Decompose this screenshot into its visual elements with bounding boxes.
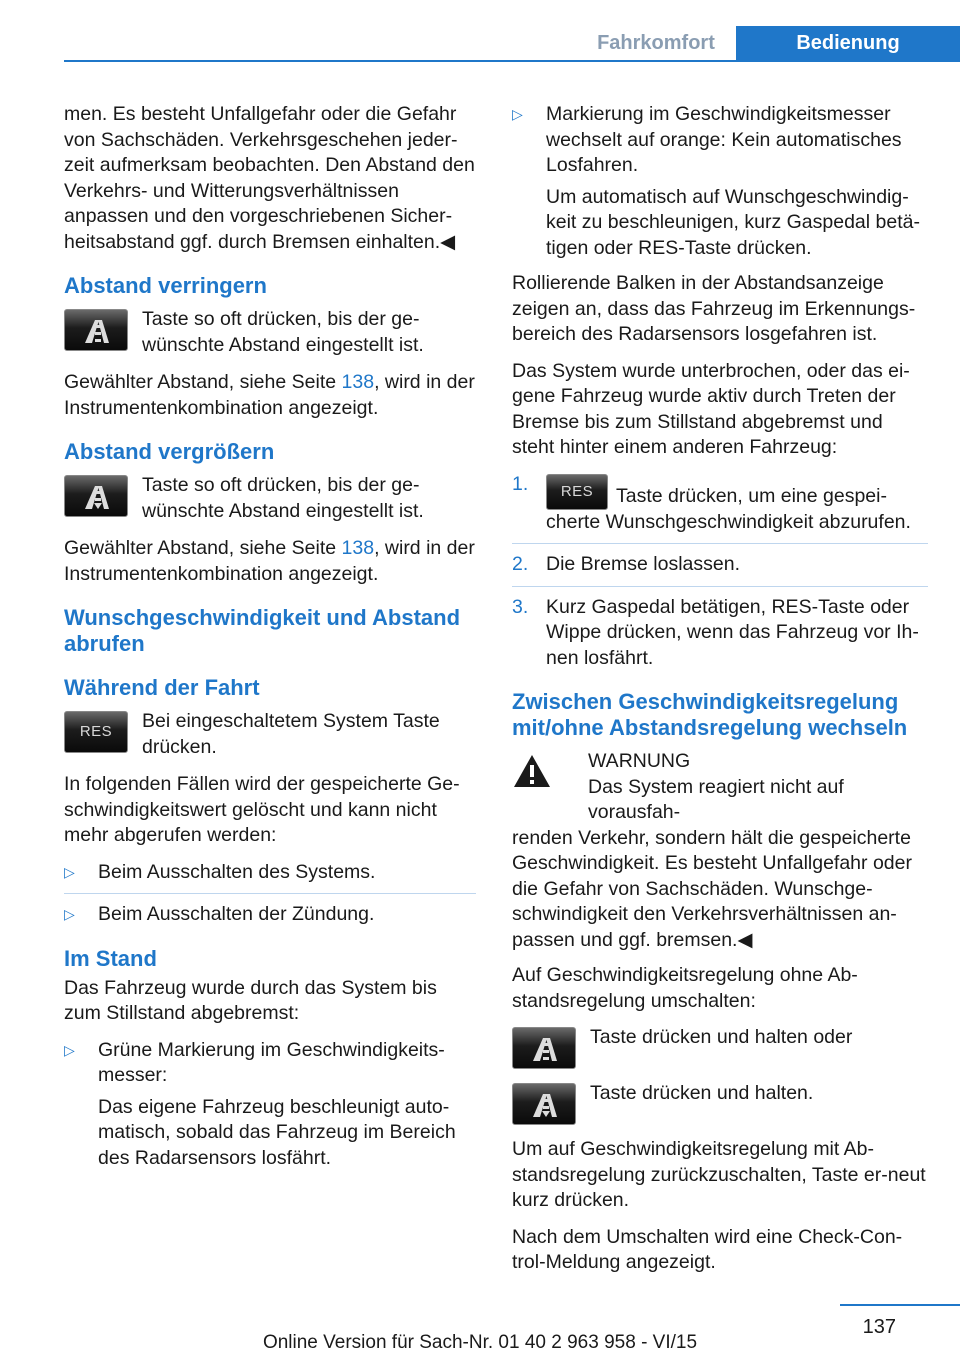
distance-button-icon bbox=[512, 1083, 576, 1125]
warning-body: renden Verkehr, sondern hält die gespeicherte Geschwindigkeit. Es besteht Unfallgefahr oder die Gefahr von Sachschäden. Wunschge‐schwindigkeit den Verkehrsverhältnissen an‐passen und ggf. bremsen.◀ bbox=[512, 826, 912, 951]
right-column bbox=[512, 102, 928, 1287]
umschalten-instruction-2 bbox=[512, 1081, 928, 1125]
warning-title: WARNUNG bbox=[588, 750, 691, 772]
steps-list bbox=[512, 472, 928, 672]
umschalten-paragraph: Auf Geschwindigkeitsregelung ohne Ab‐standsregelung umschalten: bbox=[512, 964, 858, 1012]
stand-list bbox=[64, 1038, 476, 1172]
page-number: 137 bbox=[862, 1316, 896, 1338]
step-item: 2. Die Bremse loslassen. bbox=[512, 553, 740, 575]
verringern-instruction bbox=[64, 307, 476, 358]
step-item: 1. RES Taste drücken, um eine gespei‐cherte Wunschgeschwindigkeit abzurufen. bbox=[512, 472, 911, 533]
unterbrochen-paragraph: Das System wurde unterbrochen, oder das ei‐gene Fahrzeug wurde aktiv durch Treten der Bremse bis zum Stillstand abgebremst und steht hinter einem anderen Fahrzeug: bbox=[512, 359, 910, 458]
verringern-paragraph: Gewählter Abstand, siehe Seite 138, wird in der Instrumentenkombination angezeigt. bbox=[64, 371, 475, 419]
list-item: ▷ Beim Ausschalten der Zündung. bbox=[64, 902, 476, 928]
header-rule bbox=[64, 60, 960, 62]
step-item: 3. Kurz Gaspedal betätigen, RES-Taste oder Wippe drücken, wenn das Fahrzeug vor Ih‐nen losfährt. bbox=[512, 595, 919, 669]
list-divider bbox=[512, 543, 928, 544]
footer-rule bbox=[840, 1304, 960, 1306]
list-item: ▷ Grüne Markierung im Geschwindigkeits‐messer: Das eigene Fahrzeug beschleunigt auto‐matisch, sobald das Fahrzeug im Bereich des Radarsensors losfährt. bbox=[64, 1038, 456, 1169]
heading-wechseln: Zwischen Geschwindigkeitsregelung mit/ohne Abstandsregelung wechseln bbox=[512, 689, 908, 740]
triangle-bullet-icon: ▷ bbox=[64, 863, 75, 880]
zurueck-paragraph: Um auf Geschwindigkeitsregelung mit Ab‐standsregelung zurückzuschalten, Taste er‐neut kurz drücken. bbox=[512, 1138, 926, 1211]
triangle-bullet-icon: ▷ bbox=[64, 1041, 75, 1058]
heading-abrufen: Wunschgeschwindigkeit und Abstand abrufen bbox=[64, 605, 461, 656]
vergroessern-button-text: Taste so oft drücken, bis der ge‐wünschte Abstand eingestellt ist. bbox=[142, 474, 424, 522]
page-link-138[interactable]: 138 bbox=[341, 537, 375, 559]
list-item: ▷ Beim Ausschalten des Systems. bbox=[64, 860, 476, 886]
triangle-bullet-icon: ▷ bbox=[512, 106, 523, 122]
res-button-icon: RES bbox=[64, 711, 128, 753]
list-item: ▷ Markierung im Geschwindigkeitsmesser wechselt auf orange: Kein automatisches Losfahren. Um automatisch auf Wunschgeschwindig‐keit zu beschleunigen, kurz Gaspedal betä‐tigen oder RES-Taste drücken. bbox=[512, 103, 920, 259]
list-divider bbox=[512, 586, 928, 587]
fahrt-button-text: Bei eingeschaltetem System Taste drücken. bbox=[142, 710, 440, 758]
fahrt-instruction bbox=[64, 709, 476, 760]
list-divider bbox=[64, 893, 476, 894]
tab-fahrkomfort[interactable]: Fahrkomfort bbox=[597, 32, 715, 54]
stand-paragraph: Das Fahrzeug wurde durch das System bis zum Stillstand abgebremst: bbox=[64, 976, 437, 1024]
warning-line1: Das System reagiert nicht auf vorausfah‐ bbox=[588, 775, 844, 823]
tab-bedienung[interactable]: Bedienung bbox=[736, 26, 960, 62]
warning-block bbox=[512, 749, 928, 953]
warning-triangle-icon bbox=[512, 753, 552, 789]
faelle-paragraph: In folgenden Fällen wird der gespeicherte Ge‐schwindigkeitswert gelöscht und kann nicht mehr abgerufen werden: bbox=[64, 773, 460, 846]
heading-abstand-verringern: Abstand verringern bbox=[64, 273, 267, 298]
page-link-138[interactable]: 138 bbox=[341, 371, 375, 393]
distance-button-icon bbox=[64, 309, 128, 351]
umschalten-button-text-2: Taste drücken und halten. bbox=[590, 1082, 814, 1104]
triangle-bullet-icon: ▷ bbox=[64, 906, 75, 922]
umschalten-instruction-1 bbox=[512, 1025, 928, 1069]
verringern-button-text: Taste so oft drücken, bis der ge‐wünschte Abstand eingestellt ist. bbox=[142, 308, 424, 356]
vergroessern-paragraph: Gewählter Abstand, siehe Seite 138, wird in der Instrumentenkombination angezeigt. bbox=[64, 537, 475, 585]
distance-button-icon bbox=[64, 475, 128, 517]
umschalten-button-text-1: Taste drücken und halten oder bbox=[590, 1026, 853, 1048]
faelle-list bbox=[64, 860, 476, 928]
balken-paragraph: Rollierende Balken in der Abstandsanzeige zeigen an, dass das Fahrzeug im Erkennungs‐bereich des Radarsensors losgefahren ist. bbox=[512, 272, 916, 345]
online-version-note: Online Version für Sach-Nr. 01 40 2 963 958 - VI/15 bbox=[262, 1332, 698, 1353]
heading-im-stand: Im Stand bbox=[64, 945, 157, 971]
heading-abstand-vergroessern: Abstand vergrößern bbox=[64, 439, 275, 464]
meldung-paragraph: Nach dem Umschalten wird eine Check-Con‐trol-Meldung angezeigt. bbox=[512, 1225, 903, 1273]
page-header bbox=[64, 26, 960, 62]
res-button-icon: RES bbox=[546, 474, 608, 510]
distance-button-icon bbox=[512, 1027, 576, 1069]
vergroessern-instruction bbox=[64, 473, 476, 524]
left-column bbox=[64, 102, 476, 1181]
heading-waehrend-fahrt: Während der Fahrt bbox=[64, 675, 260, 700]
orange-list bbox=[512, 102, 928, 261]
intro-paragraph: men. Es besteht Unfallgefahr oder die Gefahr von Sachschäden. Verkehrsgeschehen jeder‐zeit aufmerksam beobachten. Den Abstand den Verkehrs- und Witterungsverhältnissen anpassen und den vorgeschriebenen Sicher‐heitsabstand ggf. durch Bremsen einhalten.◀ bbox=[64, 103, 475, 253]
